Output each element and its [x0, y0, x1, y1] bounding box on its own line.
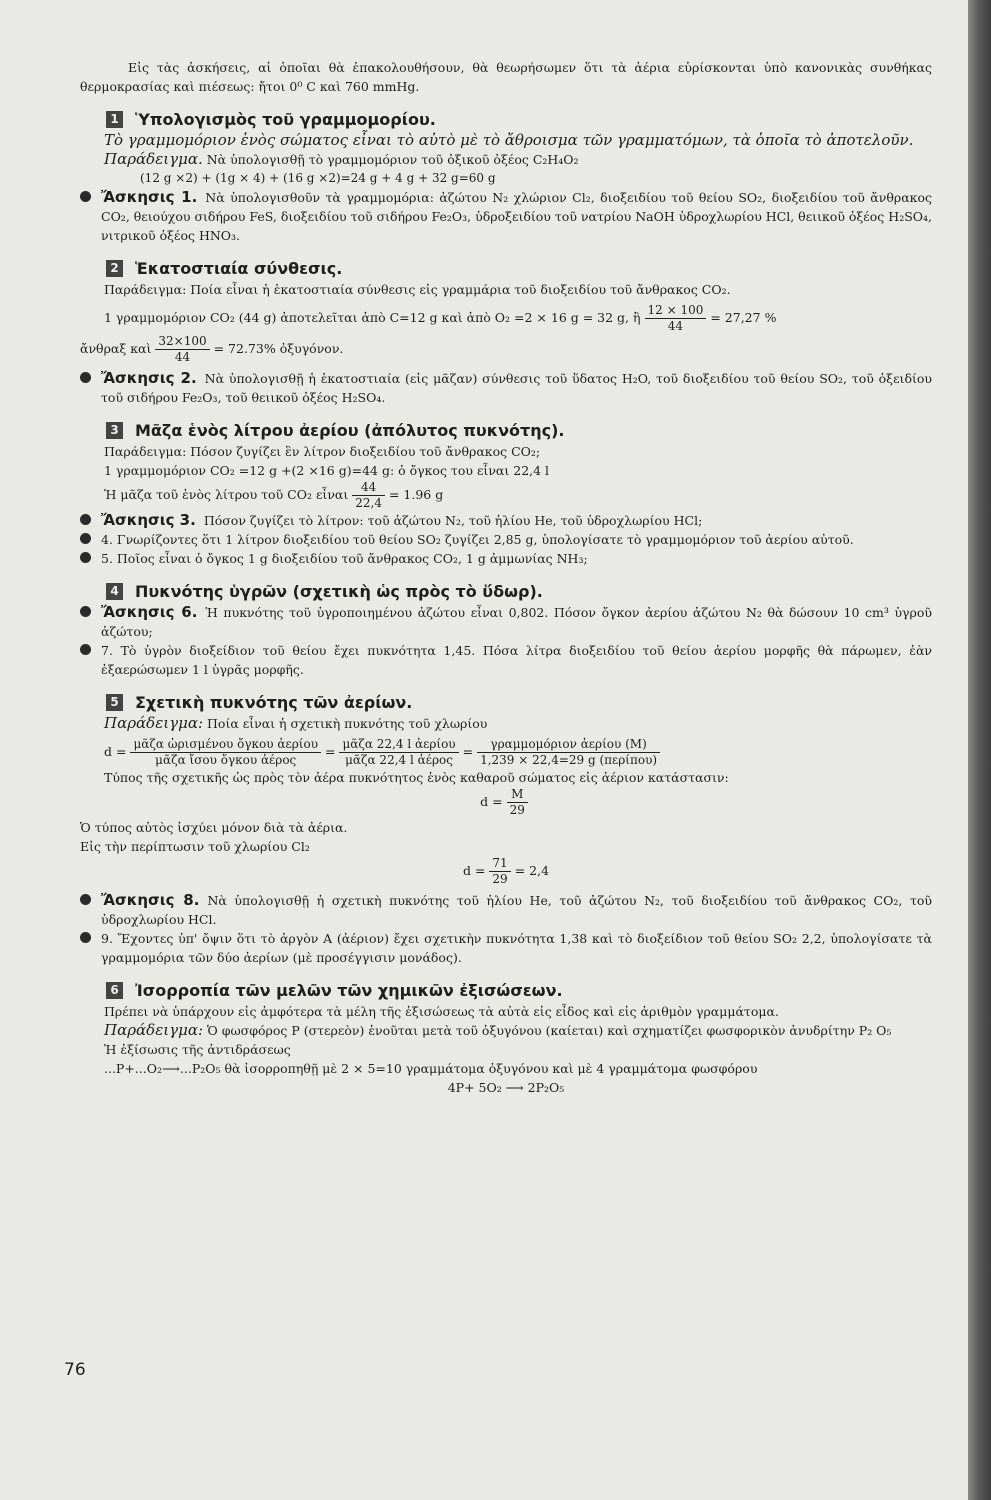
exercise-2: Ἄσκησις 2. Νὰ ὑπολογισθῇ ἡ ἑκατοστιαία (εἰς μᾶζαν) σύνθεσις τοῦ ὕδατος H₂O, τοῦ διοξειδίου τοῦ θείου SO₂, τοῦ ὀξειδίου τοῦ σιδήρου Fe₂O₃, τοῦ θειικοῦ ὀξέος H₂SO₄.: [80, 369, 932, 407]
section-title: Μᾶζα ἑνὸς λίτρου ἀερίου (ἀπόλυτος πυκνότης).: [135, 421, 565, 440]
section-1-header: [80, 110, 932, 129]
formula-general: d = $\frac{M}{29}$: [80, 787, 932, 818]
section-number-badge: 5: [106, 694, 123, 711]
equation-final: 4P+ 5O₂ ⟶ 2P₂O₅: [447, 1080, 565, 1095]
definition: Τὸ γραμμομόριον ἑνὸς σώματος εἶναι τὸ αὐτὸ μὲ τὸ ἄθροισμα τῶν γραμματόμων, τὰ ὁποῖα τὸ ἀποτελοῦν.: [104, 131, 914, 149]
section-number-badge: 2: [106, 260, 123, 277]
formula-chlorine: d = $\frac{71}{29}$ = 2,4: [462, 856, 550, 886]
equation-intro: Ἡ ἐξίσωσις τῆς ἀντιδράσεως: [104, 1042, 291, 1057]
section-number-badge: 1: [106, 111, 123, 128]
chlorine-case: Εἰς τὴν περίπτωσιν τοῦ χλωρίου Cl₂: [80, 839, 310, 854]
section-title: Πυκνότης ὑγρῶν (σχετικὴ ὡς πρὸς τὸ ὕδωρ).: [135, 582, 543, 601]
section-title: Ἰσορροπία τῶν μελῶν τῶν χημικῶν ἐξισώσεων.: [135, 981, 563, 1000]
example-line: Παράδειγμα. Νὰ ὑπολογισθῇ τὸ γραμμομόριον τοῦ ὀξικοῦ ὀξέος C₂H₄O₂: [104, 150, 579, 168]
calc-line-2: Ἡ μᾶζα τοῦ ἑνὸς λίτρου τοῦ CO₂ εἶναι $\frac{44}{22,4}$ = 1.96 g: [104, 480, 444, 510]
equation-line: ...P+...O₂⟶...P₂O₅ θὰ ἰσορροπηθῇ μὲ 2 × 5=10 γραμμάτομα ὀξυγόνου καὶ μὲ 4 γραμμάτομα φωσφόρου: [104, 1061, 758, 1076]
bullet-icon: [80, 372, 91, 383]
calc-line-2: ἄνθραξ καὶ $\frac{32\times 100}{44}$ = 72.73% ὀξυγόνον.: [80, 334, 344, 364]
section-title: Ἑκατοστιαία σύνθεσις.: [135, 259, 343, 278]
page-edge-shadow: [968, 0, 991, 1500]
section-number-badge: 4: [106, 583, 123, 600]
section-6-header: [80, 981, 932, 1000]
bullet-icon: [80, 552, 91, 563]
calculation: (12 g ×2) + (1g × 4) + (16 g ×2)=24 g + 4 g + 32 g=60 g: [140, 171, 496, 185]
exercise-4: 4. Γνωρίζοντες ὅτι 1 λίτρον διοξειδίου τοῦ θείου SO₂ ζυγίζει 2,85 g, ὑπολογίσατε τὸ γραμμομόριον τοῦ ἀερίου αὐτοῦ.: [80, 530, 932, 549]
calc-line-1: 1 γραμμομόριον CO₂ =12 g +(2 ×16 g)=44 g: ὁ ὄγκος του εἶναι 22,4 l: [104, 463, 550, 478]
bullet-icon: [80, 514, 91, 525]
page-content: [80, 58, 932, 1097]
exercise-5: 5. Ποῖος εἶναι ὁ ὄγκος 1 g διοξειδίου τοῦ ἄνθρακος CO₂, 1 g ἀμμωνίας NH₃;: [80, 549, 932, 568]
example-line: Παράδειγμα: Ὁ φωσφόρος P (στερεὸν) ἑνοῦται μετὰ τοῦ ὀξυγόνου (καίεται) καὶ σχηματίζει φωσφορικὸν ἀνυδρίτην P₂ O₅: [104, 1021, 892, 1039]
exercise-3: Ἄσκησις 3. Πόσον ζυγίζει τὸ λίτρον: τοῦ ἀζώτου N₂, τοῦ ἡλίου He, τοῦ ὑδροχλωρίου HCl;: [80, 511, 932, 530]
page-number: 76: [64, 1360, 86, 1380]
rule-text: Πρέπει νὰ ὑπάρχουν εἰς ἀμφότερα τὰ μέλη τῆς ἐξισώσεως τὰ αὐτὰ εἰς εἶδος καὶ εἰς ἀριθμὸν γραμμάτομα.: [104, 1004, 779, 1019]
exercise-9: 9. Ἔχοντες ὑπ' ὄψιν ὅτι τὸ ἀργὸν A (ἀέριον) ἔχει σχετικὴν πυκνότητα 1,38 καὶ τὸ διοξείδιον τοῦ θείου SO₂ 2,2, ὑπολογίσατε τὰ γραμμομόρια τῶν δύο ἀερίων (μὲ προσέγγισιν μονάδος).: [80, 929, 932, 967]
validity-note: Ὁ τύπος αὐτὸς ἰσχύει μόνον διὰ τὰ ἀέρια.: [80, 820, 348, 835]
exercise-7: 7. Τὸ ὑγρὸν διοξείδιον τοῦ θείου ἔχει πυκνότητα 1,45. Πόσα λίτρα διοξειδίου τοῦ θείου ἀερίου μορφῆς θὰ πάρωμεν, ἐὰν ἐξαερώσωμεν 1 l ὑγρᾶς μορφῆς.: [80, 641, 932, 679]
section-title: Σχετικὴ πυκνότης τῶν ἀερίων.: [135, 693, 413, 712]
bullet-icon: [80, 894, 91, 905]
section-number-badge: 3: [106, 422, 123, 439]
section-5-header: [80, 693, 932, 712]
exercise-6: Ἄσκησις 6. Ἡ πυκνότης τοῦ ὑγροποιημένου ἀζώτου εἶναι 0,802. Πόσον ὄγκον ἀερίου ἀζώτου N₂ θὰ δώσουν 10 cm³ ὑγροῦ ἀζώτου;: [80, 603, 932, 641]
bullet-icon: [80, 644, 91, 655]
calc-line-1: 1 γραμμομόριον CO₂ (44 g) ἀποτελεῖται ἀπὸ C=12 g καὶ ἀπὸ O₂ =2 × 16 g = 32 g, ἢ $\frac{12 \times 100}{44}$ = 27,27 %: [104, 303, 777, 333]
section-number-badge: 6: [106, 982, 123, 999]
section-3-header: [80, 421, 932, 440]
example-line: Παράδειγμα: Ποία εἶναι ἡ σχετικὴ πυκνότης τοῦ χλωρίου: [104, 714, 488, 732]
example-line: Παράδειγμα: Πόσον ζυγίζει ἓν λίτρον διοξειδίου τοῦ ἄνθρακος CO₂;: [104, 444, 541, 459]
bullet-icon: [80, 606, 91, 617]
section-4-header: [80, 582, 932, 601]
section-2-header: [80, 259, 932, 278]
exercise-8: Ἄσκησις 8. Νὰ ὑπολογισθῇ ἡ σχετικὴ πυκνότης τοῦ ἡλίου He, τοῦ ἀζώτου N₂, τοῦ διοξειδίου τοῦ ἄνθρακος CO₂, τοῦ ὑδροχλωρίου HCl.: [80, 891, 932, 929]
formula-intro: Τύπος τῆς σχετικῆς ὡς πρὸς τὸν ἀέρα πυκνότητος ἑνὸς καθαροῦ σώματος εἰς ἀέριον κατάστασιν:: [104, 770, 729, 785]
bullet-icon: [80, 533, 91, 544]
density-formula: d = $\frac{\text{μᾶζα ὡρισμένου ὄγκου ἀερίου}}{\text{μᾶζα ἴσου ὄγκου ἀέρος}}$ = $\frac{\text{μᾶζα 22,4 l ἀερίου}}{\text{μᾶζα 22,4 l ἀέρος}}$ = $\frac{\text{γραμμομόριον ἀερίου (M)}}{\text{1,239 × 22,4=29 g (περίπου)}}$: [80, 737, 932, 768]
intro-paragraph: Εἰς τὰς ἀσκήσεις, αἱ ὁποῖαι θὰ ἐπακολουθήσουν, θὰ θεωρήσωμεν ὅτι τὰ ἀέρια εὑρίσκονται ὑπὸ κανονικὰς συνθήκας θερμοκρασίας καὶ πιέσεως: ἤτοι 0⁰ C καὶ 760 mmHg.: [80, 60, 932, 94]
section-title: Ὑπολογισμὸς τοῦ γραμμομορίου.: [135, 110, 436, 129]
bullet-icon: [80, 191, 91, 202]
example-line: Παράδειγμα: Ποία εἶναι ἡ ἑκατοστιαία σύνθεσις εἰς γραμμάρια τοῦ διοξειδίου τοῦ ἄνθρακος CO₂.: [104, 282, 731, 297]
bullet-icon: [80, 932, 91, 943]
exercise-1: Ἄσκησις 1. Νὰ ὑπολογισθοῦν τὰ γραμμομόρια: ἀζώτου N₂ χλώριον Cl₂, διοξειδίου τοῦ θείου SO₂, διοξειδίου τοῦ ἄνθρακος CO₂, θειούχου σιδήρου FeS, διοξειδίου τοῦ σιδήρου Fe₂O₃, ὑδροξειδίου τοῦ νατρίου NaOH ὑδροχλωρίου HCl, θειικοῦ ὀξέος H₂SO₄, νιτρικοῦ ὀξέος HNO₃.: [80, 188, 932, 245]
